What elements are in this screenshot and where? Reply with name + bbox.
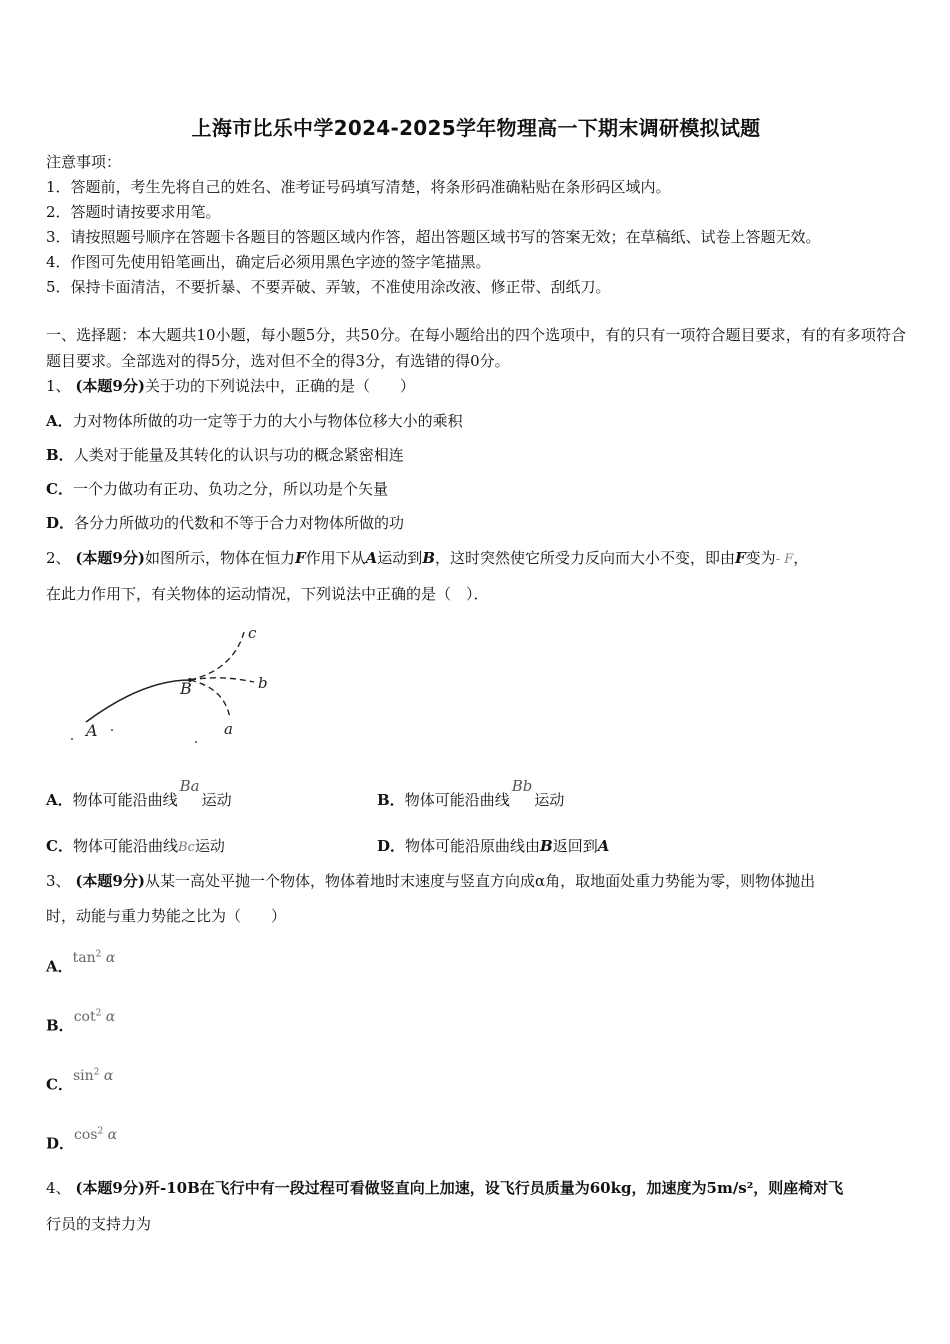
symbol-b: B bbox=[540, 837, 553, 855]
question-stem bbox=[46, 548, 808, 570]
option-letter: A． bbox=[46, 412, 73, 430]
option-text: 各分力所做功的代数和不等于合力对物体所做的功 bbox=[74, 514, 405, 532]
math-expression bbox=[74, 1009, 116, 1025]
question-number: 4、 bbox=[46, 1179, 71, 1197]
exponent: 2 bbox=[95, 1008, 102, 1018]
symbol-neg-f: - F bbox=[775, 552, 794, 567]
dot-mark bbox=[71, 738, 73, 740]
question-number: 2、 bbox=[46, 549, 71, 567]
option-c bbox=[46, 836, 225, 858]
option-a bbox=[46, 949, 116, 978]
option-letter: A． bbox=[46, 791, 73, 809]
option-letter: C． bbox=[46, 837, 73, 855]
option-letter: B． bbox=[46, 1016, 74, 1035]
option-text: 人类对于能量及其转化的认识与功的概念紧密相连 bbox=[73, 446, 404, 464]
exponent: 2 bbox=[97, 1126, 104, 1136]
math-expression bbox=[74, 1127, 117, 1143]
option-letter: B． bbox=[377, 791, 405, 809]
option-b bbox=[377, 777, 565, 810]
option-b bbox=[46, 445, 404, 465]
trig-function: cot bbox=[73, 1008, 96, 1025]
angle-symbol: α bbox=[105, 1008, 116, 1025]
notice-item: 2．答题时请按要求用笔。 bbox=[46, 203, 221, 221]
dashed-line-b bbox=[190, 678, 254, 682]
option-a bbox=[46, 411, 463, 431]
option-text: 一个力做功有正功、负功之分，所以功是个矢量 bbox=[72, 480, 388, 498]
section-intro: 一、选择题：本大题共10小题，每小题5分，共50分。在每小题给出的四个选项中，有的只有一项符合题目要求，有的有多项符合题目要求。全部选对的得5分，选对但不全的得3分，有选错的得0分。 bbox=[46, 326, 906, 370]
question-text: ， bbox=[793, 549, 809, 567]
question-number: 3、 bbox=[46, 872, 71, 890]
symbol-f: F bbox=[294, 549, 306, 567]
curve-name: Bb bbox=[511, 777, 533, 795]
option-letter: C． bbox=[46, 1075, 73, 1094]
curve-name: Bc bbox=[177, 840, 195, 855]
question-stem bbox=[46, 871, 815, 891]
label-c: c bbox=[248, 624, 257, 642]
option-d bbox=[377, 836, 609, 856]
question-text: 如图所示，物体在恒力 bbox=[144, 549, 295, 567]
notice-item: 4．作图可先使用铅笔画出，确定后必须用黑色字迹的签字笔描黑。 bbox=[46, 253, 491, 271]
option-text: 物体可能沿原曲线由 bbox=[405, 837, 541, 855]
question-text: ，这时突然使它所受力反向而大小不变，即由 bbox=[435, 549, 736, 567]
option-text: 运动 bbox=[534, 791, 565, 809]
option-text: 力对物体所做的功一定等于力的大小与物体位移大小的乘积 bbox=[72, 412, 463, 430]
trig-function: tan bbox=[72, 949, 96, 966]
exponent: 2 bbox=[95, 949, 102, 959]
question-tag: (本题9分) bbox=[75, 377, 145, 395]
label-a: a bbox=[224, 720, 233, 738]
option-d bbox=[46, 1126, 118, 1155]
label-b: b bbox=[258, 674, 268, 692]
question-stem bbox=[46, 376, 415, 396]
dot-mark bbox=[111, 729, 113, 731]
question-tag: (本题9分) bbox=[75, 549, 145, 567]
page-title: 上海市比乐中学2024-2025学年物理高一下期末调研模拟试题 bbox=[191, 116, 761, 140]
symbol-a: A bbox=[597, 837, 610, 855]
math-expression bbox=[73, 950, 116, 966]
exponent: 2 bbox=[93, 1067, 100, 1077]
question-text: 歼-10B在飞行中有一段过程可看做竖直向上加速，设飞行员质量为60kg，加速度为5m/s²，则座椅对飞 bbox=[144, 1179, 844, 1197]
symbol-f: F bbox=[735, 549, 746, 567]
label-b-point: B bbox=[180, 679, 192, 698]
option-letter: A． bbox=[46, 957, 73, 976]
question-number: 1、 bbox=[46, 377, 71, 395]
option-c bbox=[46, 479, 388, 499]
symbol-b: B bbox=[422, 549, 435, 567]
question-text: 变为 bbox=[745, 549, 776, 567]
option-b bbox=[46, 1008, 116, 1037]
question-stem bbox=[46, 1178, 843, 1198]
dashed-curve-c bbox=[190, 632, 244, 680]
question-tag: (本题9分) bbox=[75, 872, 145, 890]
question-text: 关于功的下列说法中，正确的是（ ） bbox=[144, 377, 415, 395]
option-text: 返回到 bbox=[552, 837, 598, 855]
dot-mark bbox=[195, 741, 197, 743]
question-text: 在此力作用下，有关物体的运动情况，下列说法中正确的是（ ）． bbox=[46, 585, 489, 603]
trajectory-figure bbox=[66, 618, 306, 748]
question-tag: (本题9分) bbox=[75, 1179, 145, 1197]
question-text: 作用下从 bbox=[305, 549, 366, 567]
option-letter: D． bbox=[377, 837, 406, 855]
notice-heading: 注意事项： bbox=[46, 153, 122, 171]
symbol-a: A bbox=[365, 549, 378, 567]
option-letter: D． bbox=[46, 514, 75, 532]
option-letter: C． bbox=[46, 480, 73, 498]
trajectory-curve-ab bbox=[86, 680, 190, 722]
notice-item: 3．请按照题号顺序在答题卡各题目的答题区域内作答，超出答题区域书写的答案无效；在草稿纸、试卷上答题无效。 bbox=[46, 228, 821, 246]
option-a bbox=[46, 777, 232, 810]
trig-function: sin bbox=[72, 1067, 94, 1084]
angle-symbol: α bbox=[105, 949, 116, 966]
option-c bbox=[46, 1067, 114, 1096]
angle-symbol: α bbox=[107, 1126, 118, 1143]
option-text: 物体可能沿曲线 bbox=[72, 791, 178, 809]
option-text: 物体可能沿曲线 bbox=[72, 837, 178, 855]
option-letter: B． bbox=[46, 446, 74, 464]
option-text: 运动 bbox=[201, 791, 232, 809]
question-text: 运动到 bbox=[377, 549, 423, 567]
label-a-point: A bbox=[86, 721, 98, 740]
option-d bbox=[46, 513, 404, 533]
dashed-curve-a bbox=[190, 680, 230, 718]
question-text: 从某一高处平抛一个物体，物体着地时末速度与竖直方向成α角，取地面处重力势能为零，则物体抛出 bbox=[144, 872, 816, 890]
notice-item: 1．答题前，考生先将自己的姓名、准考证号码填写清楚，将条形码准确粘贴在条形码区域内。 bbox=[46, 178, 671, 196]
curve-name: Ba bbox=[179, 777, 200, 795]
angle-symbol: α bbox=[103, 1067, 114, 1084]
option-letter: D． bbox=[46, 1134, 75, 1153]
math-expression bbox=[73, 1068, 113, 1084]
option-text: 物体可能沿曲线 bbox=[404, 791, 510, 809]
question-text: 时，动能与重力势能之比为（ ） bbox=[46, 907, 287, 925]
trig-function: cos bbox=[74, 1126, 98, 1143]
question-text: 行员的支持力为 bbox=[46, 1215, 152, 1233]
option-text: 运动 bbox=[194, 837, 225, 855]
notice-item: 5．保持卡面清洁，不要折暴、不要弄破、弄皱，不准使用涂改液、修正带、刮纸刀。 bbox=[46, 278, 611, 296]
